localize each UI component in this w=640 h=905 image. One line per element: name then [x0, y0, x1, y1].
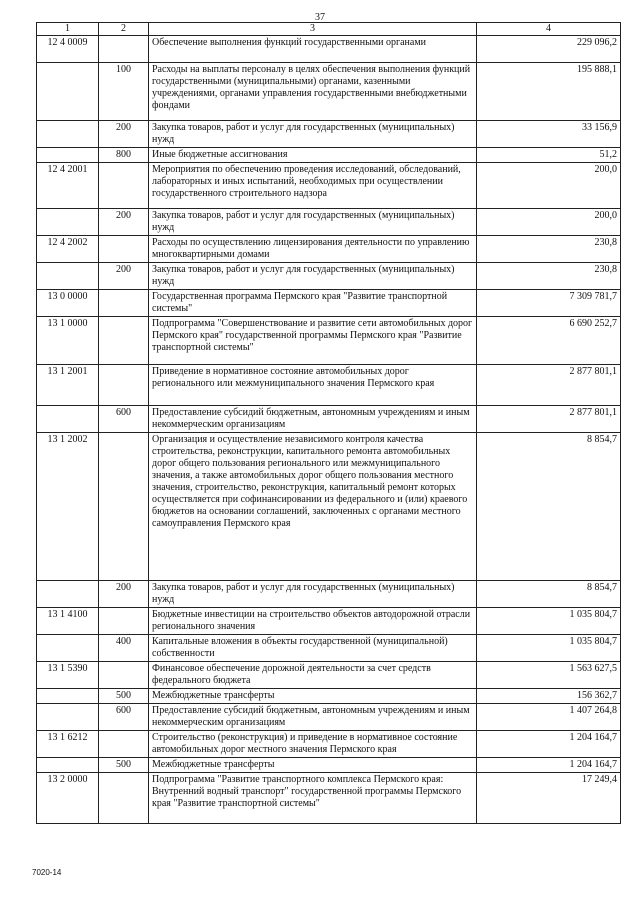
row-name-cell: Межбюджетные трансферты	[149, 689, 477, 704]
row-name-cell: Подпрограмма "Развитие транспортного комплекса Пермского края: Внутренний водный транспорт" государственной программы Пермского края "Развитие транспортной системы"	[149, 773, 477, 824]
table-row	[37, 63, 621, 121]
row-amount-cell: 7 309 781,7	[477, 290, 621, 317]
table-row	[37, 758, 621, 773]
row-amount-cell: 230,8	[477, 263, 621, 290]
row-type-cell	[99, 608, 149, 635]
row-code-cell	[37, 209, 99, 236]
row-name-cell: Иные бюджетные ассигнования	[149, 148, 477, 163]
table-row	[37, 317, 621, 365]
row-type-cell: 200	[99, 209, 149, 236]
table-row	[37, 689, 621, 704]
row-type-cell: 400	[99, 635, 149, 662]
page-number: 37	[315, 12, 325, 23]
table-row	[37, 263, 621, 290]
col-header-4: 4	[477, 23, 621, 36]
row-amount-cell: 1 035 804,7	[477, 608, 621, 635]
row-code-cell: 12 4 2001	[37, 163, 99, 209]
table-row	[37, 148, 621, 163]
col-header-1: 1	[37, 23, 99, 36]
row-type-cell	[99, 365, 149, 406]
row-code-cell: 13 0 0000	[37, 290, 99, 317]
row-type-cell: 100	[99, 63, 149, 121]
row-code-cell: 13 1 2001	[37, 365, 99, 406]
row-name-cell: Бюджетные инвестиции на строительство объектов автодорожной отрасли регионального значения	[149, 608, 477, 635]
row-code-cell: 13 1 0000	[37, 317, 99, 365]
row-type-cell: 600	[99, 704, 149, 731]
row-amount-cell: 230,8	[477, 236, 621, 263]
row-code-cell	[37, 406, 99, 433]
row-name-cell: Расходы на выплаты персоналу в целях обеспечения выполнения функций государственными (муниципальными) органами, казенными учреждениями, органами управления государственными внебюджетными фондами	[149, 63, 477, 121]
row-amount-cell: 1 204 164,7	[477, 731, 621, 758]
row-name-cell: Строительство (реконструкция) и приведение в нормативное состояние автомобильных дорог местного значения Пермского края	[149, 731, 477, 758]
table-row	[37, 635, 621, 662]
row-type-cell	[99, 731, 149, 758]
col-header-3: 3	[149, 23, 477, 36]
row-type-cell: 200	[99, 581, 149, 608]
row-amount-cell: 1 204 164,7	[477, 758, 621, 773]
table-row	[37, 773, 621, 824]
row-code-cell	[37, 121, 99, 148]
table-row	[37, 36, 621, 63]
row-amount-cell: 229 096,2	[477, 36, 621, 63]
row-code-cell: 12 4 0009	[37, 36, 99, 63]
row-code-cell: 13 1 5390	[37, 662, 99, 689]
row-amount-cell: 8 854,7	[477, 433, 621, 581]
row-amount-cell: 8 854,7	[477, 581, 621, 608]
row-type-cell	[99, 236, 149, 263]
row-name-cell: Предоставление субсидий бюджетным, автономным учреждениям и иным некоммерческим организациям	[149, 406, 477, 433]
row-name-cell: Обеспечение выполнения функций государственными органами	[149, 36, 477, 63]
table-row	[37, 406, 621, 433]
row-amount-cell: 2 877 801,1	[477, 406, 621, 433]
row-name-cell: Государственная программа Пермского края "Развитие транспортной системы"	[149, 290, 477, 317]
row-name-cell: Закупка товаров, работ и услуг для государственных (муниципальных) нужд	[149, 121, 477, 148]
row-amount-cell: 51,2	[477, 148, 621, 163]
row-code-cell: 13 1 2002	[37, 433, 99, 581]
row-type-cell	[99, 773, 149, 824]
row-name-cell: Расходы по осуществлению лицензирования деятельности по управлению многоквартирными домами	[149, 236, 477, 263]
table-row	[37, 704, 621, 731]
table-row	[37, 365, 621, 406]
row-type-cell: 200	[99, 263, 149, 290]
table-row	[37, 662, 621, 689]
row-code-cell: 13 1 4100	[37, 608, 99, 635]
budget-table	[36, 22, 621, 824]
row-type-cell: 500	[99, 689, 149, 704]
row-name-cell: Капитальные вложения в объекты государственной (муниципальной) собственности	[149, 635, 477, 662]
row-type-cell	[99, 662, 149, 689]
row-type-cell: 200	[99, 121, 149, 148]
row-code-cell	[37, 581, 99, 608]
footer-code: 7020-14	[32, 868, 62, 877]
row-name-cell: Закупка товаров, работ и услуг для государственных (муниципальных) нужд	[149, 209, 477, 236]
row-type-cell: 800	[99, 148, 149, 163]
row-amount-cell: 17 249,4	[477, 773, 621, 824]
row-code-cell	[37, 635, 99, 662]
row-code-cell: 13 1 6212	[37, 731, 99, 758]
row-amount-cell: 2 877 801,1	[477, 365, 621, 406]
row-amount-cell: 1 035 804,7	[477, 635, 621, 662]
row-code-cell	[37, 263, 99, 290]
table-row	[37, 608, 621, 635]
row-name-cell: Предоставление субсидий бюджетным, автономным учреждениям и иным некоммерческим организациям	[149, 704, 477, 731]
table-body	[37, 36, 621, 824]
row-name-cell: Финансовое обеспечение дорожной деятельности за счет средств федерального бюджета	[149, 662, 477, 689]
row-code-cell	[37, 148, 99, 163]
row-name-cell: Закупка товаров, работ и услуг для государственных (муниципальных) нужд	[149, 581, 477, 608]
row-type-cell: 500	[99, 758, 149, 773]
row-amount-cell: 1 563 627,5	[477, 662, 621, 689]
table-row	[37, 209, 621, 236]
row-code-cell	[37, 63, 99, 121]
row-code-cell: 12 4 2002	[37, 236, 99, 263]
row-amount-cell: 6 690 252,7	[477, 317, 621, 365]
row-name-cell: Приведение в нормативное состояние автомобильных дорог регионального или межмуниципального значения Пермского края	[149, 365, 477, 406]
row-code-cell: 13 2 0000	[37, 773, 99, 824]
row-amount-cell: 195 888,1	[477, 63, 621, 121]
row-code-cell	[37, 758, 99, 773]
row-type-cell	[99, 433, 149, 581]
row-amount-cell: 33 156,9	[477, 121, 621, 148]
row-name-cell: Мероприятия по обеспечению проведения исследований, обследований, лабораторных и иных испытаний, необходимых при осуществлении государственного строительного надзора	[149, 163, 477, 209]
table-row	[37, 290, 621, 317]
row-amount-cell: 200,0	[477, 163, 621, 209]
row-amount-cell: 200,0	[477, 209, 621, 236]
row-type-cell: 600	[99, 406, 149, 433]
table-row	[37, 121, 621, 148]
row-type-cell	[99, 290, 149, 317]
row-name-cell: Закупка товаров, работ и услуг для государственных (муниципальных) нужд	[149, 263, 477, 290]
table-row	[37, 163, 621, 209]
table-header-row	[37, 23, 621, 36]
table-row	[37, 731, 621, 758]
table-row	[37, 236, 621, 263]
table-row	[37, 433, 621, 581]
row-name-cell: Межбюджетные трансферты	[149, 758, 477, 773]
row-type-cell	[99, 36, 149, 63]
row-type-cell	[99, 317, 149, 365]
row-code-cell	[37, 704, 99, 731]
table-row	[37, 581, 621, 608]
row-type-cell	[99, 163, 149, 209]
row-name-cell: Организация и осуществление независимого контроля качества строительства, реконструкции, капитального ремонта автомобильных дорог общего пользования регионального или межмуниципального значения, а также автомобильных дорог общего пользования местного значения, строительство, реконструкция, капитальный ремонт которых осуществляется при софинансировании из федерального и (или) краевого бюджетов на основании соглашений, заключенных с органами местного самоуправления Пермского края	[149, 433, 477, 581]
row-amount-cell: 1 407 264,8	[477, 704, 621, 731]
row-amount-cell: 156 362,7	[477, 689, 621, 704]
col-header-2: 2	[99, 23, 149, 36]
row-name-cell: Подпрограмма "Совершенствование и развитие сети автомобильных дорог Пермского края" государственной программы Пермского края "Развитие транспортной системы"	[149, 317, 477, 365]
row-code-cell	[37, 689, 99, 704]
